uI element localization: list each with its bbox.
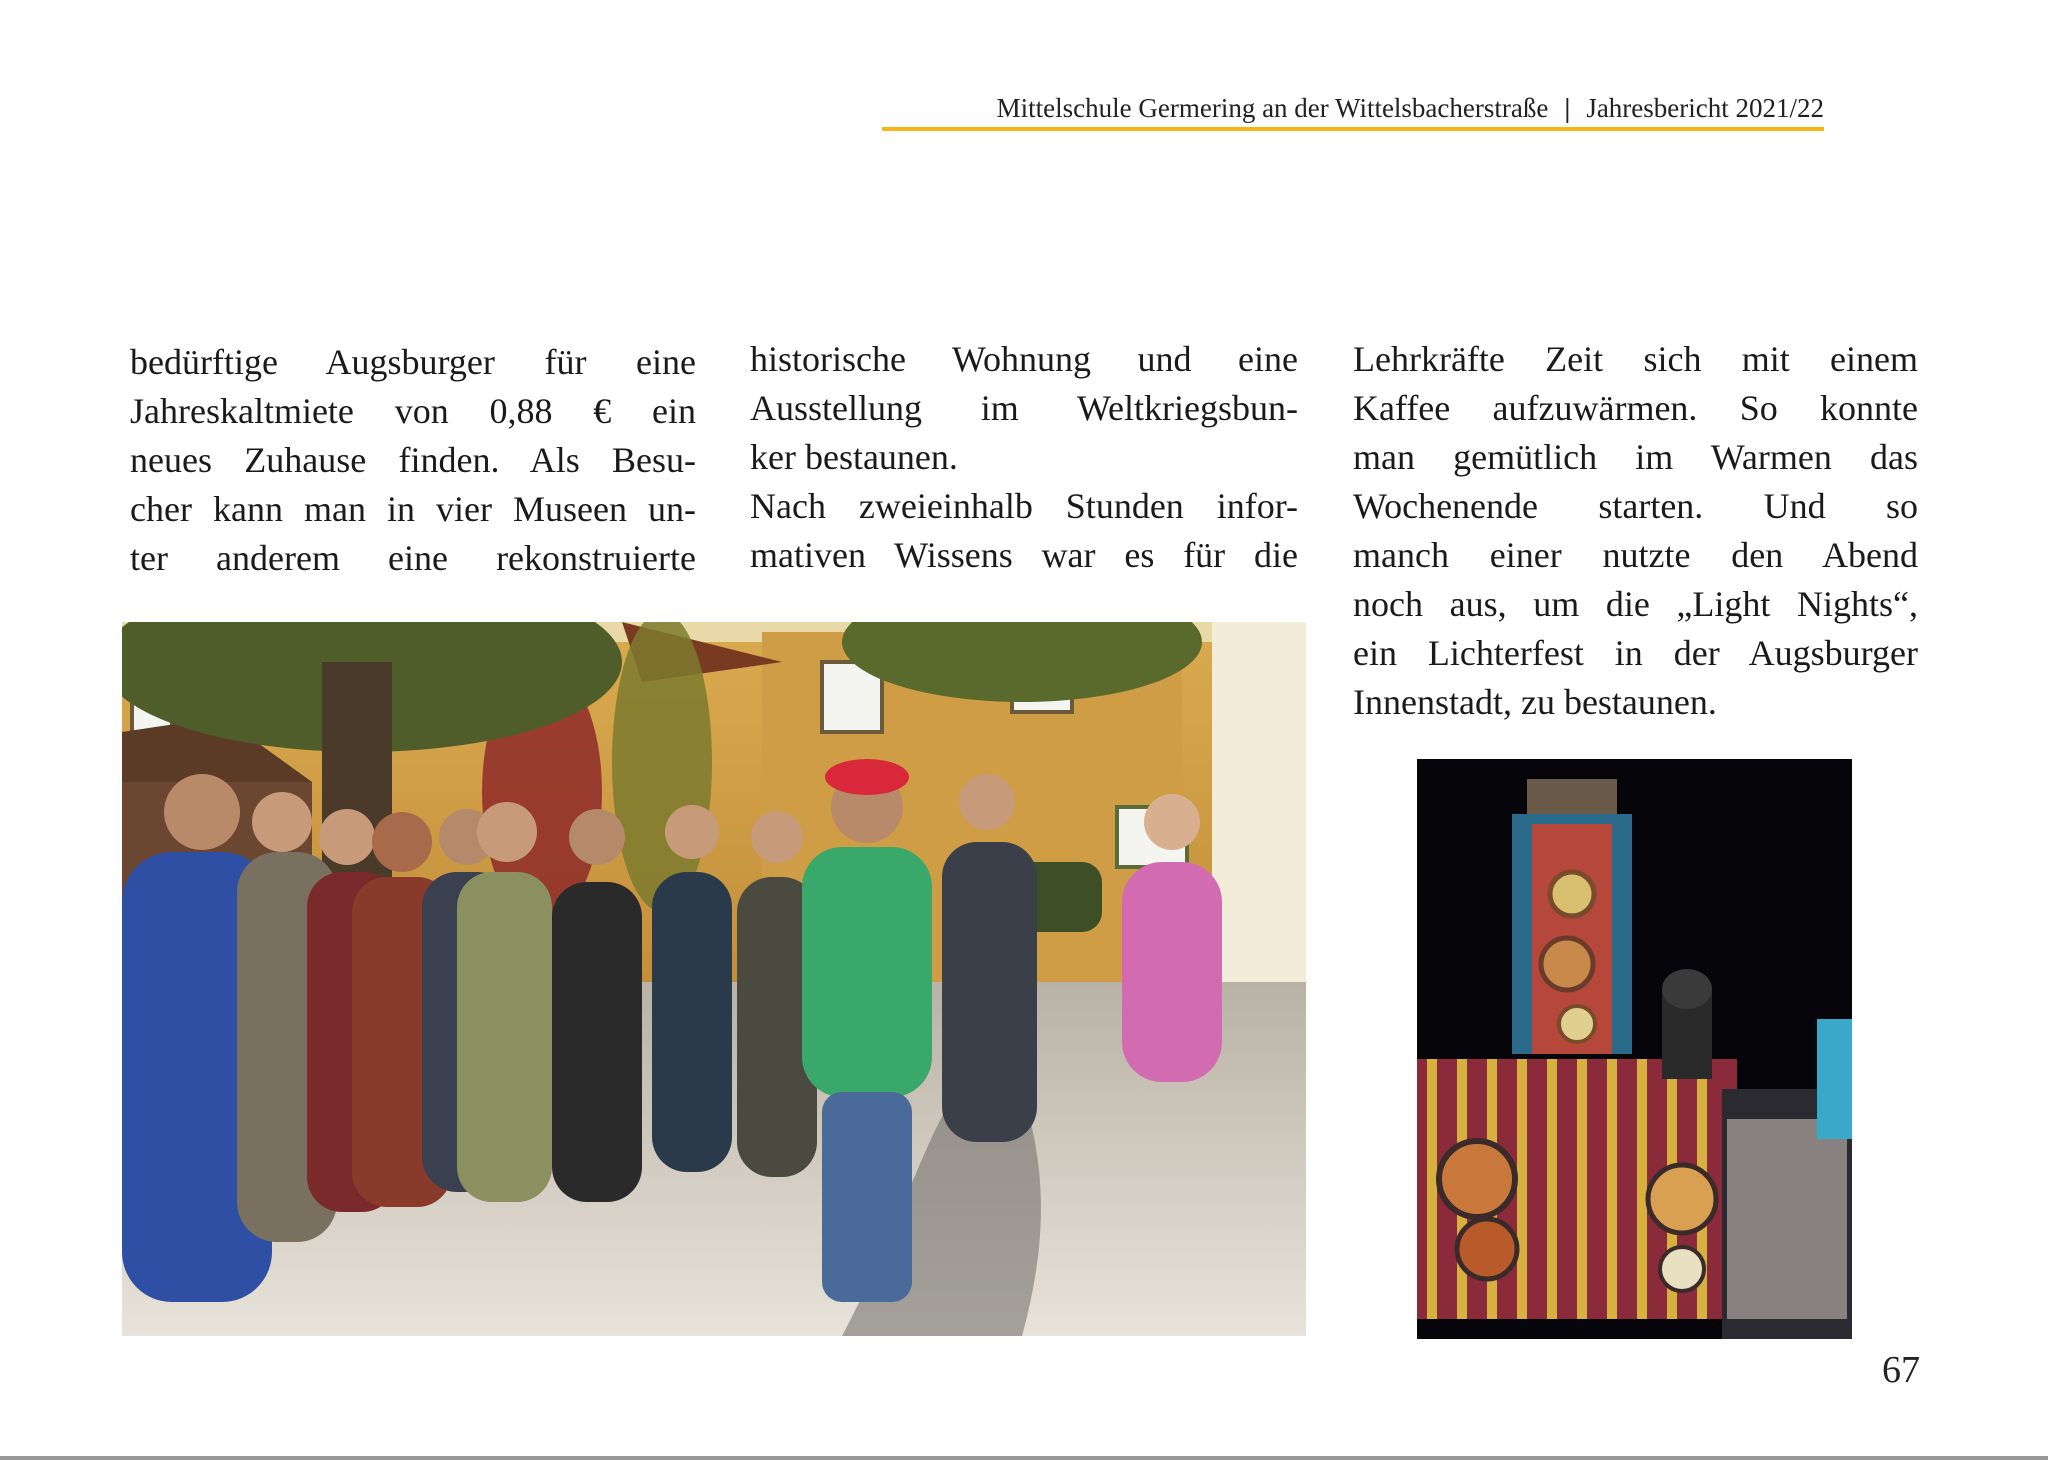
text-line: Jahreskaltmiete von 0,88 € ein — [130, 391, 696, 431]
text-line: ter anderem eine rekonstruierte — [130, 538, 696, 578]
text-column-1 — [130, 338, 696, 583]
tower-photo-illustration — [1417, 759, 1852, 1339]
running-header — [882, 86, 1824, 130]
header-school: Mittelschule Germering an der Wittelsbacherstraße — [996, 92, 1549, 123]
text-line: ein Lichterfest in der Augsburger — [1353, 633, 1918, 673]
text-line: Nach zweieinhalb Stunden infor- — [750, 486, 1298, 526]
text-line: Wochenende starten. Und so — [1353, 486, 1918, 526]
text-line: Innenstadt, zu bestaunen. — [1353, 682, 1717, 722]
group-photo-illustration — [122, 622, 1306, 1336]
header-report: Jahresbericht 2021/22 — [1586, 92, 1824, 123]
text-line: historische Wohnung und eine — [750, 339, 1298, 379]
header-separator: | — [1564, 92, 1571, 123]
text-line: manch einer nutzte den Abend — [1353, 535, 1918, 575]
text-line: Lehrkräfte Zeit sich mit einem — [1353, 339, 1918, 379]
text-line: noch aus, um die „Light Nights“, — [1353, 584, 1918, 624]
text-line: neues Zuhause finden. Als Besu- — [130, 440, 696, 480]
text-column-3 — [1353, 335, 1918, 727]
text-line: Ausstellung im Weltkriegsbun- — [750, 388, 1298, 428]
page-number: 67 — [1882, 1349, 1920, 1391]
illuminated-tower-photo — [1417, 759, 1852, 1339]
header-rule — [882, 127, 1824, 131]
group-tour-photo — [122, 622, 1306, 1336]
text-column-2 — [750, 335, 1298, 580]
text-line: mativen Wissens war es für die — [750, 535, 1298, 575]
text-line: ker bestaunen. — [750, 437, 958, 477]
text-line: man gemütlich im Warmen das — [1353, 437, 1918, 477]
text-line: cher kann man in vier Museen un- — [130, 489, 696, 529]
bottom-border — [0, 1456, 2048, 1460]
text-line: Kaffee aufzuwärmen. So konnte — [1353, 388, 1918, 428]
text-line: bedürftige Augsburger für eine — [130, 342, 696, 382]
